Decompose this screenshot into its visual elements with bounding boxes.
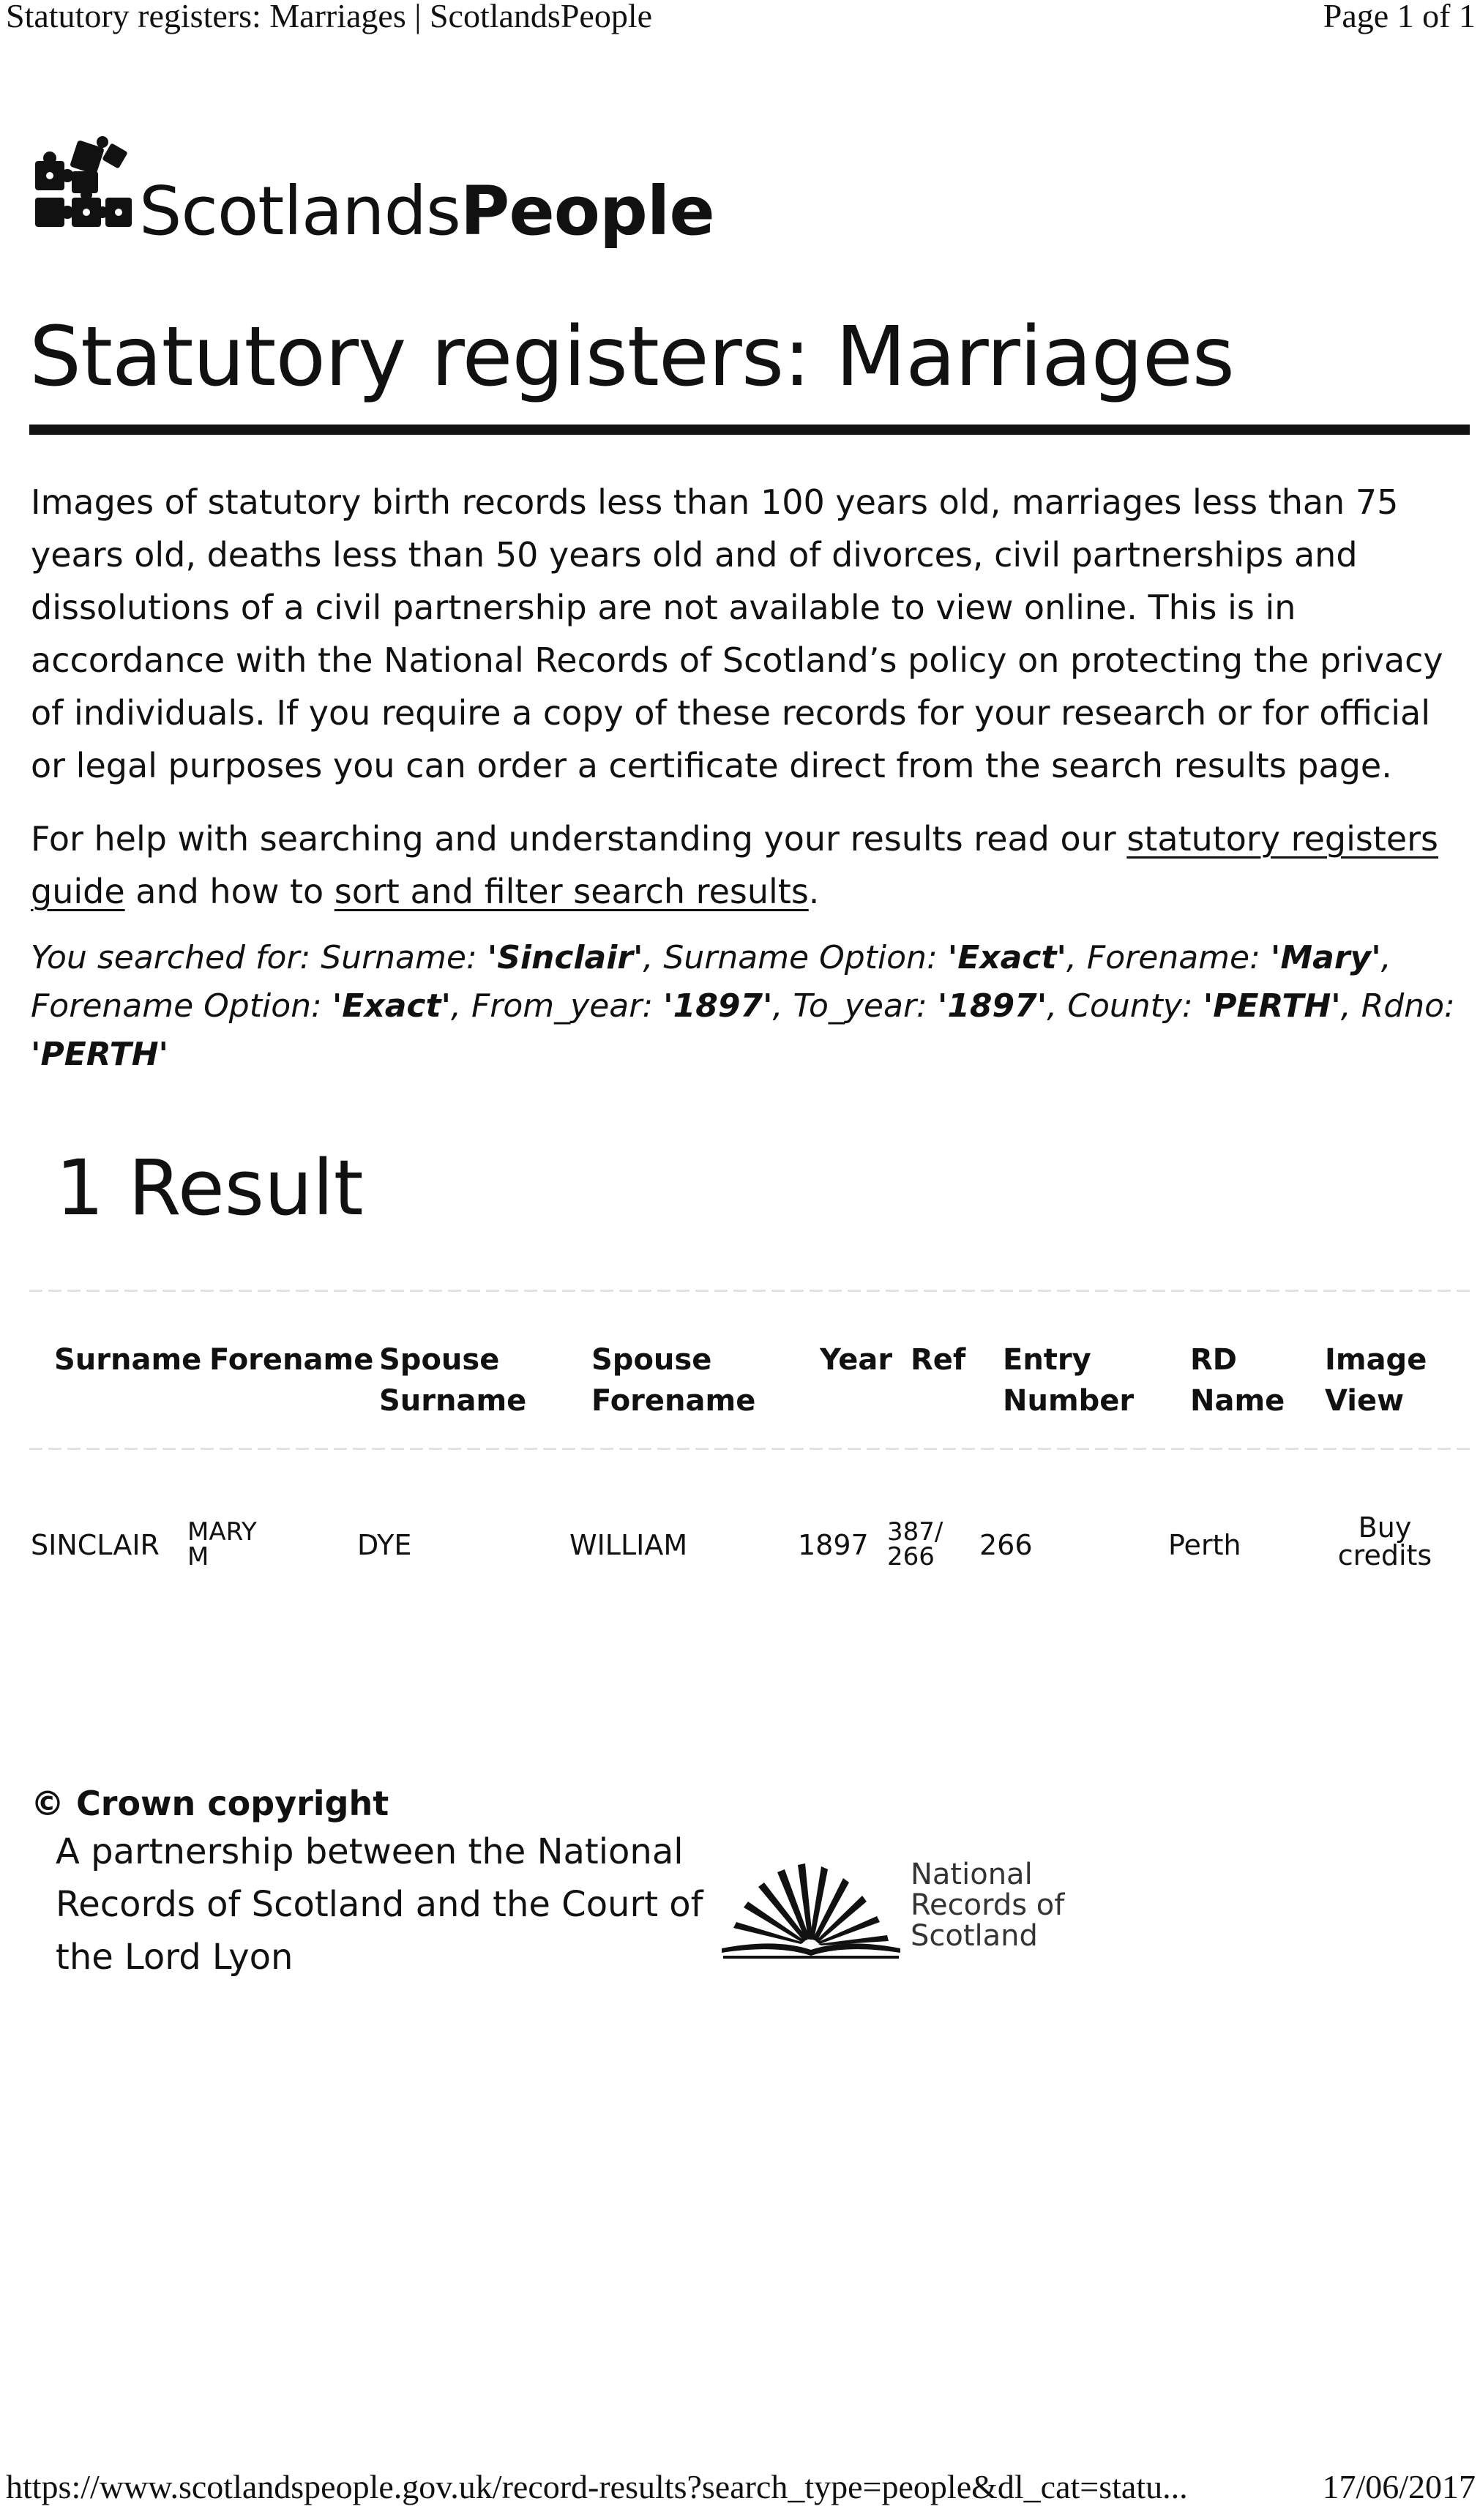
cell-year: 1897 xyxy=(798,1529,869,1561)
cell-spouse-surname: DYE xyxy=(357,1529,412,1561)
column-header-rd-name-line1: RD xyxy=(1190,1343,1238,1377)
cell-forename xyxy=(187,1519,257,1569)
nrs-logo-line1: National xyxy=(911,1858,1033,1891)
search-summary xyxy=(31,934,1465,1079)
brand-name xyxy=(139,171,714,252)
surname-criteria-label: Surname: xyxy=(321,939,487,976)
buy-credits-link[interactable] xyxy=(1319,1511,1451,1571)
brand-name-light: Scotlands xyxy=(139,172,460,250)
table-header-divider xyxy=(29,1448,1470,1450)
column-header-year[interactable]: Year xyxy=(820,1343,893,1377)
cell-ref-line2: 266 xyxy=(887,1542,935,1571)
buy-credits-line1: Buy xyxy=(1358,1511,1412,1544)
print-page-title: Statutory registers: Marriages | ScotlandsPeople xyxy=(6,0,653,34)
county-value: 'PERTH' xyxy=(1203,987,1341,1025)
print-footer xyxy=(0,2468,1480,2512)
copyright-notice: © Crown copyright xyxy=(31,1784,389,1823)
column-header-entry-number-line1: Entry xyxy=(1003,1343,1091,1377)
cell-ref-line1: 387/ xyxy=(887,1517,943,1547)
title-divider xyxy=(29,425,1470,435)
nrs-logo-line2: Records of xyxy=(911,1888,1065,1922)
column-header-spouse-surname-line2: Surname xyxy=(379,1384,527,1418)
help-suffix: . xyxy=(808,872,820,911)
print-page-number: Page 1 of 1 xyxy=(1323,0,1476,34)
column-header-image-view-line2: View xyxy=(1325,1384,1405,1418)
from-year-value: '1897' xyxy=(663,987,773,1025)
column-header-entry-number-line2: Number xyxy=(1003,1384,1135,1418)
county-label: , County: xyxy=(1047,987,1203,1025)
column-header-entry-number[interactable] xyxy=(1003,1339,1134,1421)
help-paragraph xyxy=(31,812,1465,918)
column-header-spouse-surname[interactable] xyxy=(379,1339,526,1421)
table-top-divider xyxy=(29,1290,1470,1292)
sort-filter-results-link[interactable]: sort and filter search results xyxy=(334,872,809,911)
cell-ref xyxy=(887,1519,943,1569)
surname-criteria-value: 'Sinclair' xyxy=(487,939,643,976)
column-header-spouse-forename-line1: Spouse xyxy=(591,1343,712,1377)
cell-rd-name: Perth xyxy=(1168,1529,1241,1561)
forename-option-value: 'Exact' xyxy=(332,987,451,1025)
search-summary-lead: You searched for: xyxy=(31,939,321,976)
cell-forename-line2: M xyxy=(187,1542,209,1571)
to-year-value: '1897' xyxy=(937,987,1047,1025)
print-header xyxy=(0,0,1480,44)
column-header-spouse-surname-line1: Spouse xyxy=(379,1343,500,1377)
cell-forename-line1: MARY xyxy=(187,1517,257,1547)
cell-entry-number: 266 xyxy=(979,1529,1033,1561)
column-header-rd-name-line2: Name xyxy=(1190,1384,1285,1418)
column-header-rd-name[interactable] xyxy=(1190,1339,1285,1421)
help-prefix: For help with searching and understanding your results read our xyxy=(31,819,1127,859)
column-header-forename[interactable]: Forename xyxy=(209,1343,374,1377)
surname-option-label: , Surname Option: xyxy=(643,939,948,976)
forename-criteria-value: 'Mary' xyxy=(1270,939,1381,976)
column-header-spouse-forename[interactable] xyxy=(591,1339,755,1421)
column-header-surname[interactable]: Surname xyxy=(54,1343,202,1377)
nrs-logo[interactable] xyxy=(716,1852,1096,1976)
column-header-ref[interactable]: Ref xyxy=(911,1343,966,1377)
partnership-statement: A partnership between the National Records of Scotland and the Court of the Lord Lyon xyxy=(56,1831,703,1978)
surname-option-value: 'Exact' xyxy=(947,939,1066,976)
statutory-registers-guide-link[interactable]: statutory registers guide xyxy=(31,819,1439,911)
rdno-label: , Rdno: xyxy=(1340,987,1455,1025)
column-header-image-view-line1: Image xyxy=(1325,1343,1427,1377)
brand-header[interactable] xyxy=(29,129,761,261)
rdno-value: 'PERTH' xyxy=(31,1036,168,1073)
column-header-image-view xyxy=(1325,1339,1427,1421)
print-date: 17/06/2017 xyxy=(1322,2468,1476,2505)
jigsaw-pieces-icon xyxy=(29,129,139,246)
help-middle: and how to xyxy=(124,872,335,911)
nrs-logo-text xyxy=(911,1859,1108,1951)
nrs-logo-line3: Scotland xyxy=(911,1919,1038,1953)
brand-name-bold: People xyxy=(460,172,714,250)
cell-surname: SINCLAIR xyxy=(31,1529,160,1561)
nrs-book-rays-icon xyxy=(716,1852,906,1962)
column-header-spouse-forename-line2: Forename xyxy=(591,1384,756,1418)
forename-option-label: , Forename Option: xyxy=(31,939,1391,1025)
print-page-url: https://www.scotlandspeople.gov.uk/record-results?search_type=people&dl_cat=statu... xyxy=(6,2468,1188,2505)
main-content xyxy=(31,476,1465,1079)
cell-spouse-forename: WILLIAM xyxy=(569,1529,688,1561)
result-count: 1 Result xyxy=(56,1143,364,1233)
from-year-label: , From_year: xyxy=(451,987,664,1025)
to-year-label: , To_year: xyxy=(772,987,938,1025)
buy-credits-line2: credits xyxy=(1337,1539,1432,1571)
forename-criteria-label: , Forename: xyxy=(1066,939,1271,976)
intro-paragraph: Images of statutory birth records less than 100 years old, marriages less than 75 years old, deaths less than 50 years old and of divorces, civil partnerships and dissolutions of a civil partnership are not available to view online. This is in accordance with the National Records of Scotland’s policy on protecting the privacy of individuals. If you require a copy of these records for your research or for official or legal purposes you can order a certificate direct from the search results page. xyxy=(31,482,1443,785)
page-title: Statutory registers: Marriages xyxy=(29,310,1235,405)
